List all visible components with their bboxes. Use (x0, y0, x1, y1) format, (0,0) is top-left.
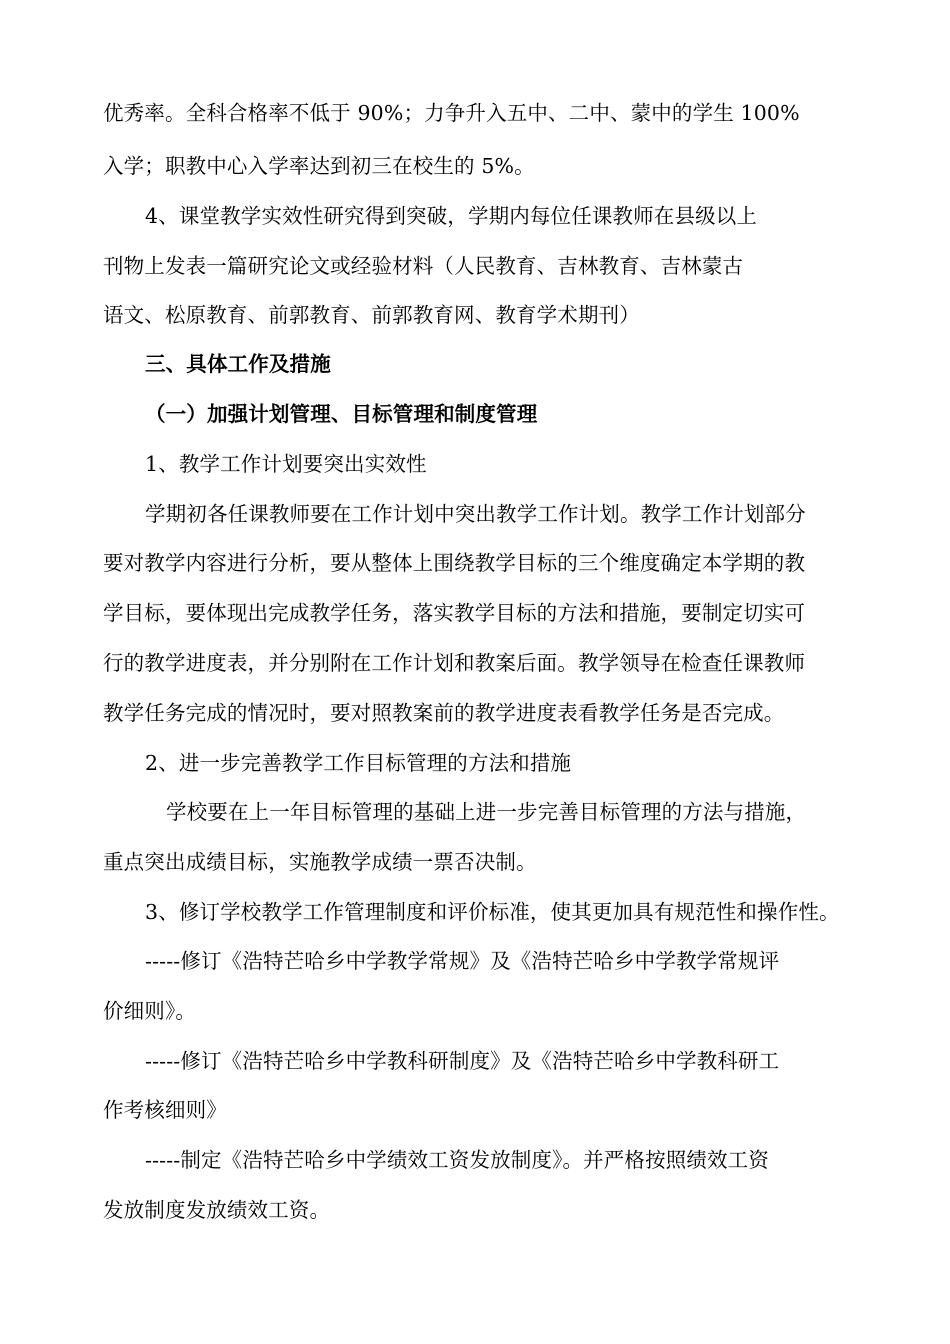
paragraph-line: 学期初各任课教师要在工作计划中突出教学工作计划。教学工作计划部分 (145, 502, 806, 526)
list-line: 作考核细则》 (103, 1098, 227, 1122)
list-line: 发放制度发放绩效工资。 (103, 1198, 331, 1222)
item-heading: 3、修订学校教学工作管理制度和评价标准，使其更加具有规范性和操作性。 (145, 900, 840, 924)
list-line: -----制定《浩特芒哈乡中学绩效工资发放制度》。并严格按照绩效工资 (145, 1148, 769, 1172)
paragraph-line: 入学；职教中心入学率达到初三在校生的 5%。 (103, 154, 535, 178)
list-line: 价细则》。 (103, 999, 196, 1023)
paragraph-line: 刊物上发表一篇研究论文或经验材料（人民教育、吉林教育、吉林蒙古 (103, 254, 744, 278)
paragraph-line: 教学任务完成的情况时，要对照教案前的教学进度表看教学任务是否完成。 (103, 701, 785, 725)
paragraph-line: 4、课堂教学实效性研究得到突破，学期内每位任课教师在县级以上 (145, 204, 758, 228)
subsection-heading: （一）加强计划管理、目标管理和制度管理 (145, 402, 538, 426)
paragraph-line: 优秀率。全科合格率不低于 90%；力争升入五中、二中、蒙中的学生 100% (103, 101, 800, 125)
section-heading: 三、具体工作及措施 (145, 352, 331, 376)
paragraph-line: 要对教学内容进行分析，要从整体上围绕教学目标的三个维度确定本学期的教 (103, 551, 806, 575)
list-line: -----修订《浩特芒哈乡中学教学常规》及《浩特芒哈乡中学教学常规评 (145, 949, 780, 973)
item-heading: 2、进一步完善教学工作目标管理的方法和措施 (145, 751, 572, 775)
paragraph-line: 语文、松原教育、前郭教育、前郭教育网、教育学术期刊） (103, 303, 640, 327)
paragraph-line: 行的教学进度表，并分别附在工作计划和教案后面。教学领导在检查任课教师 (103, 651, 806, 675)
paragraph-line: 学校要在上一年目标管理的基础上进一步完善目标管理的方法与措施， (166, 800, 807, 824)
paragraph-line: 重点突出成绩目标，实施教学成绩一票否决制。 (103, 850, 537, 874)
paragraph-line: 学目标，要体现出完成教学任务，落实教学目标的方法和措施，要制定切实可 (103, 601, 806, 625)
item-heading: 1、教学工作计划要突出实效性 (145, 452, 427, 476)
list-line: -----修订《浩特芒哈乡中学教科研制度》及《浩特芒哈乡中学教科研工 (145, 1049, 780, 1073)
